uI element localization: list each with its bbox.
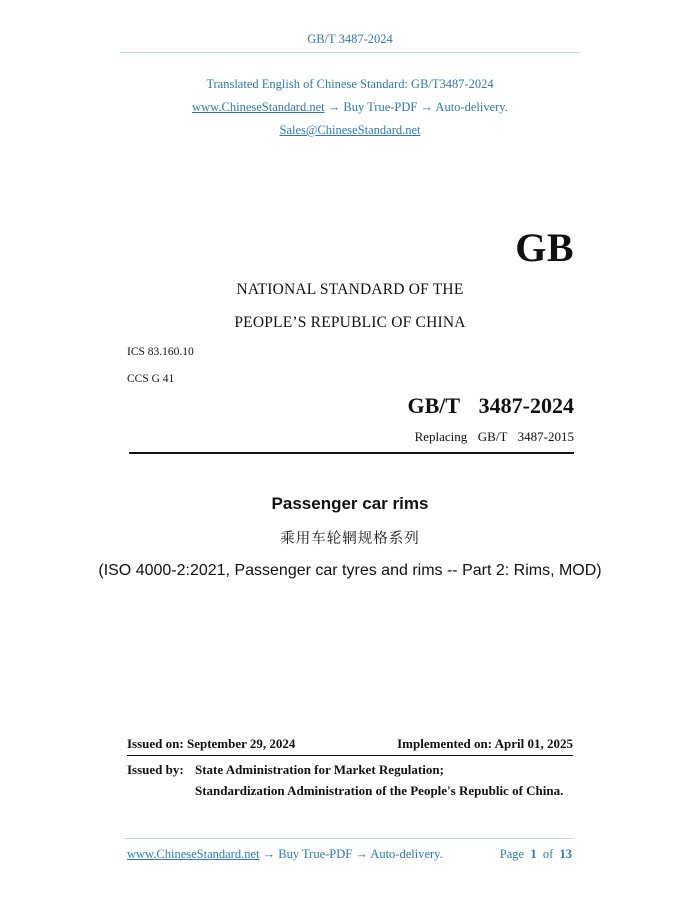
running-header: GB/T 3487-2024 — [307, 32, 393, 46]
dates-divider — [127, 755, 573, 756]
promo-buy-line — [0, 100, 700, 115]
national-standard-line-2: PEOPLE’S REPUBLIC OF CHINA — [234, 314, 466, 331]
issuer-2: Standardization Administration of the People's Republic of China. — [195, 783, 564, 798]
footer-buy-text: → Buy True-PDF → Auto-delivery. — [259, 847, 443, 861]
national-standard-line-1: NATIONAL STANDARD OF THE — [236, 281, 464, 298]
standard-number: GB/T 3487-2024 — [407, 393, 574, 418]
gb-logo: GB — [515, 225, 574, 270]
page-of: of — [542, 847, 554, 861]
promo-buy-text: → Buy True-PDF → Auto-delivery. — [324, 100, 508, 114]
promo-email-line — [0, 123, 700, 138]
email-link[interactable]: Sales@ChineseStandard.net — [279, 123, 421, 137]
ccs-code: CCS G 41 — [127, 373, 175, 385]
page-current: 1 — [530, 847, 537, 861]
page-label: Page — [499, 847, 525, 861]
replacing-note: Replacing GB/T 3487-2015 — [414, 429, 574, 444]
ics-code: ICS 83.160.10 — [127, 346, 194, 358]
document-title-cn: 乘用车轮辋规格系列 — [280, 531, 420, 547]
issued-on-date: Issued on: September 29, 2024 — [127, 736, 296, 751]
document-title-en: Passenger car rims — [271, 494, 429, 513]
footer-site-link[interactable]: www.ChineseStandard.net — [127, 847, 260, 861]
promo-title: Translated English of Chinese Standard: GB/T3487-2024 — [206, 77, 494, 91]
issued-by-label: Issued by: — [127, 762, 184, 777]
footer-divider — [124, 838, 574, 839]
issuer-1: State Administration for Market Regulation; — [195, 762, 444, 777]
header-divider — [120, 52, 580, 53]
site-link[interactable]: www.ChineseStandard.net — [192, 100, 325, 114]
cover-divider — [129, 452, 574, 454]
page-indicator — [500, 847, 572, 862]
page-total: 13 — [559, 847, 572, 861]
implemented-on-date: Implemented on: April 01, 2025 — [397, 736, 573, 751]
footer-buy-line — [127, 847, 443, 862]
iso-reference: (ISO 4000-2:2021, Passenger car tyres and rims -- Part 2: Rims, MOD) — [98, 562, 602, 579]
